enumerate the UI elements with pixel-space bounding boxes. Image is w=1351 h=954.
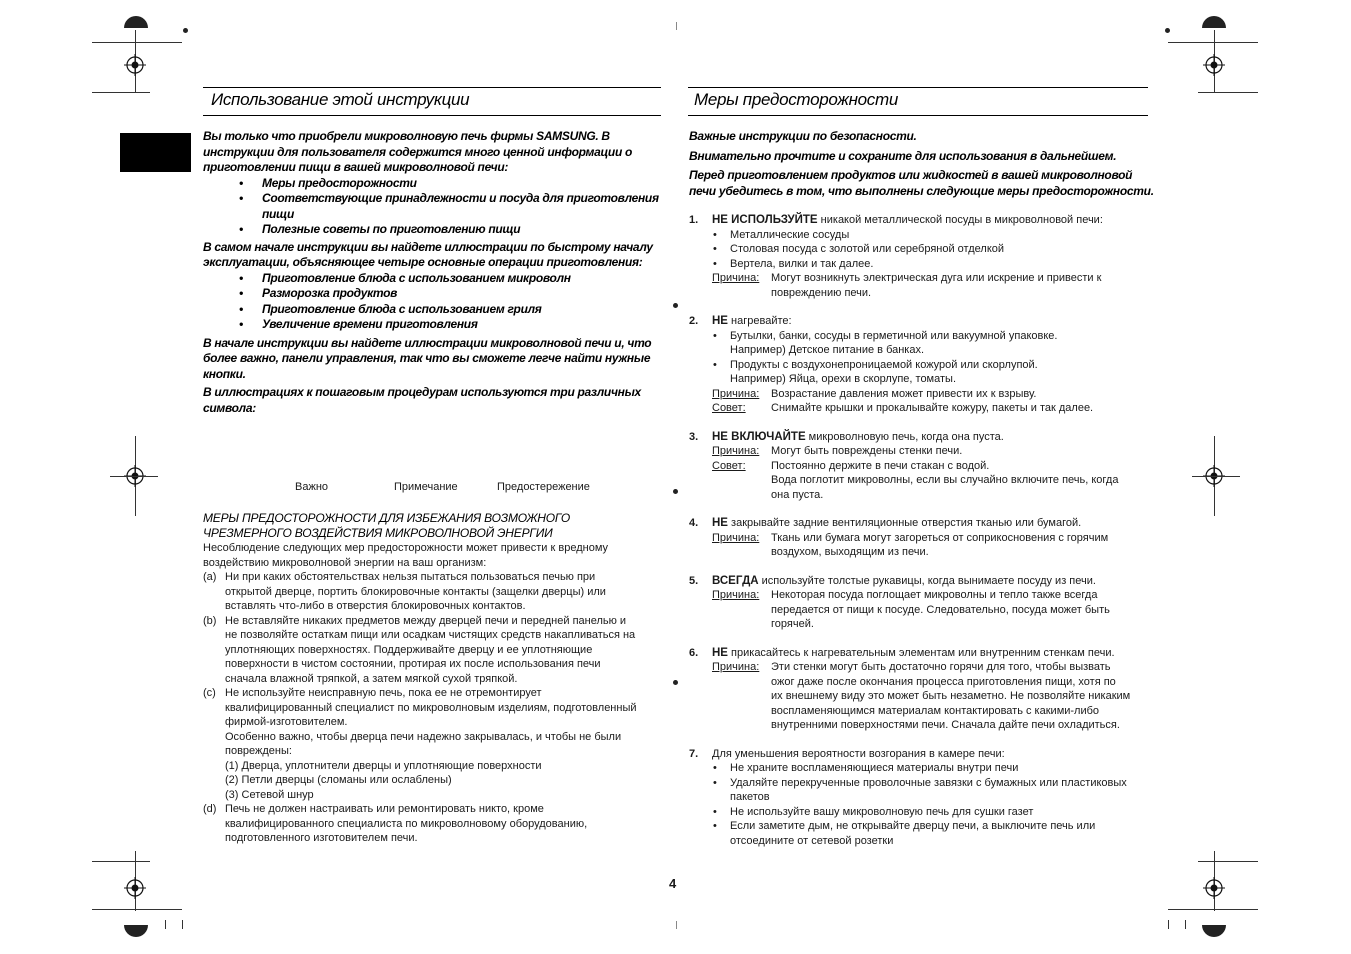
page-title-right: Меры предосторожности <box>694 90 899 109</box>
title-rule <box>688 115 1148 116</box>
list-item: • Не храните воспламеняющиеся материалы внутри печи <box>712 761 1159 776</box>
symbol-label-warning: Предостережение <box>497 481 590 493</box>
quick-start-bullets <box>203 271 673 333</box>
intro-paragraph: Вы только что приобрели микроволновую печь фирмы SAMSUNG. В инструкции для пользователя содержится много ценной информации о приготовлении пищи в вашей микроволновой печи: <box>203 129 633 174</box>
list-item: • Разморозка продуктов <box>203 286 673 302</box>
title-rule <box>203 87 661 88</box>
list-item: (d) Печь не должен настраивать или ремонтировать никто, кроме квалифицированного специалиста по микроволновому оборудованию, подготовленного изготовителем печи. <box>203 803 588 844</box>
title-rule <box>688 87 1148 88</box>
list-item: • Металлические сосуды <box>712 228 1159 243</box>
list-item: • Увеличение времени приготовления <box>203 317 673 333</box>
precautions-section <box>203 511 673 846</box>
precaution-item-6: 6. НЕ прикасайтесь к нагревательным элементам или внутренним стенкам печи. Причина: Эти стенки могут быть достаточно горячи для того, чтобы вызвать ожог даже после окончания процесса приготовления пищи, хотя по их внешнему виду это может быть незаметно. Не позволяйте никаким воспламеняющимся материалам контактировать с какими-либо внутренними поверхностями печи. Сначала дайте печи охладиться. <box>689 646 1131 731</box>
panel-paragraph: В начале инструкции вы найдете иллюстрации микроволновой печи и, что более важно, панели управления, так что вы сможете легче найти нужные кнопки. <box>203 335 652 381</box>
color-fan-mark-icon <box>1199 913 1229 943</box>
before-cooking-heading: Перед приготовлением продуктов или жидкостей в вашей микроволновой печи убедитесь в том, что выполнены следующие меры предосторожности. <box>689 168 1154 198</box>
symbols-paragraph: В иллюстрациях к пошаговым процедурам используются три различных символа: <box>203 385 641 415</box>
precaution-item-7: 7. Для уменьшения вероятности возгорания в камере печи: • Не храните воспламеняющиеся материалы внутри печи • Удаляйте перекрученные проволочные завязки с бумажных или пластиковых пакетов • Не используйте вашу микроволновую печь для сушки газет • Если заметите дым, не открывайте дверцу печи, а выключите печь или отсоедините от сетевой розетки <box>689 747 1159 849</box>
title-rule <box>203 115 661 116</box>
color-fan-mark-icon <box>121 913 151 943</box>
precaution-item-1: 1. НЕ ИСПОЛЬЗУЙТЕ никакой металлической посуды в микроволновой печи: • Металлические сосуды • Столовая посуда с золотой или серебряной отделкой • Вертела, вилки и так далее. Причина: Могут возникнуть электрическая дуга или искрение и привести к повреждению печи. <box>689 213 1159 300</box>
registration-mark-icon <box>1203 877 1225 899</box>
precautions-intro: Несоблюдение следующих мер предосторожности может привести к вредному воздействию микроволновой энергии на ваш организм: <box>203 542 609 569</box>
list-item: • Полезные советы по приготовлению пищи <box>203 222 673 238</box>
list-item: • Приготовление блюда с использованием гриля <box>203 302 673 318</box>
symbol-label-important: Важно <box>295 481 329 493</box>
color-fan-mark-icon <box>1199 10 1229 40</box>
registration-mark-icon <box>1203 54 1225 76</box>
left-column <box>203 129 673 416</box>
list-item: (c) Не используйте неисправную печь, пока ее не отремонтирует квалифицированный специалист по микроволновым изделиям, подготовленный фирмой-изготовителем. Особенно важно, чтобы дверца печи надежно закрывалась, и чтобы не были повреждены: (1) Дверца, уплотнители дверцы и уплотняющие поверхности (2) Петли дверцы (сломаны или ослаблены) (3) Сетевой шнур <box>203 687 637 801</box>
symbol-label-note: Примечание <box>394 481 458 493</box>
precautions-heading: МЕРЫ ПРЕДОСТОРОЖНОСТИ ДЛЯ ИЗБЕЖАНИЯ ВОЗМОЖНОГО ЧРЕЗМЕРНОГО ВОЗДЕЙСТВИЯ МИКРОВОЛНОВОЙ ЭНЕРГИИ <box>203 511 570 540</box>
safety-heading: Важные инструкции по безопасности. <box>689 129 917 143</box>
list-item: • Приготовление блюда с использованием микроволн <box>203 271 673 287</box>
page-number: 4 <box>669 876 677 891</box>
color-fan-mark-icon <box>121 10 151 40</box>
right-column <box>689 129 1159 848</box>
registration-mark-icon <box>124 54 146 76</box>
precaution-item-2: 2. НЕ нагревайте: • Бутылки, банки, сосуды в герметичной или вакуумной упаковке. Например) Детское питание в банках. • Продукты с воздухонепроницаемой кожурой или скорлупой. Например) Яйца, орехи в скорлупе, томаты. Причина: Возрастание давления может привести их к взрыву. Совет: Снимайте крышки и прокалывайте кожуру, пакеты и так далее. <box>689 314 1159 416</box>
list-item: • Вертела, вилки и так далее. <box>712 257 1159 272</box>
list-item: • Не используйте вашу микроволновую печь для сушки газет <box>712 805 1159 820</box>
intro-bullets <box>203 176 673 238</box>
list-item: • Меры предосторожности <box>203 176 673 192</box>
list-item: (b) Не вставляйте никаких предметов между дверцей печи и передней панелью и не позволяйте остаткам пищи или осадкам чистящих средств накапливаться на уплотняющих поверхностях. Поддерживайте дверцу и ее уплотняющие поверхности в чистом состоянии, протирая их после использования печи сначала влажной тряпкой, а затем мягкой сухой тряпкой. <box>203 614 636 685</box>
list-item: • Если заметите дым, не открывайте дверцу печи, а выключите печь или отсоедините от сетевой розетки <box>712 819 1159 848</box>
section-tab-marker <box>120 133 191 172</box>
quick-start-paragraph: В самом начале инструкции вы найдете иллюстрации по быстрому началу эксплуатации, объясняющее четыре основные операции приготовления: <box>203 239 653 269</box>
precaution-item-3: 3. НЕ ВКЛЮЧАЙТЕ микроволновую печь, когда она пуста. Причина: Могут быть повреждены стенки печи. Совет: Постоянно держите в печи стакан с водой. Вода поглотит микроволны, если вы случайно включите печь, когда она пуста. <box>689 430 1119 501</box>
registration-mark-icon <box>124 877 146 899</box>
list-item: • Столовая посуда с золотой или серебряной отделкой <box>712 242 1159 257</box>
precaution-item-5: 5. ВСЕГДА используйте толстые рукавицы, когда вынимаете посуду из печи. Причина: Некоторая посуда поглощает микроволны и тепло также всегда передается от пищи к посуде. Следовательно, посуда может быть горячей. <box>689 574 1110 630</box>
list-item: • Продукты с воздухонепроницаемой кожурой или скорлупой. Например) Яйца, орехи в скорлупе, томаты. <box>712 358 1159 387</box>
precautions-list <box>203 570 673 846</box>
read-and-keep-heading: Внимательно прочтите и сохраните для использования в дальнейшем. <box>689 148 1117 163</box>
list-item: (a) Ни при каких обстоятельствах нельзя пытаться пользоваться печью при открытой дверце, портить блокировочные контакты (защелки дверцы) или вставлять что-либо в отверстия блокировочных контактов. <box>203 571 606 612</box>
list-item: • Удаляйте перекрученные проволочные завязки с бумажных или пластиковых пакетов <box>712 776 1159 805</box>
list-item: • Соответствующие принадлежности и посуда для приготовления пищи <box>203 191 673 222</box>
list-item: • Бутылки, банки, сосуды в герметичной или вакуумной упаковке. Например) Детское питание в банках. <box>712 329 1159 358</box>
precaution-item-4: 4. НЕ закрывайте задние вентиляционные отверстия тканью или бумагой. Причина: Ткань или бумага могут загореться от соприкосновения с горячим воздухом, выходящим из печи. <box>689 517 1109 558</box>
page-title-left: Использование этой инструкции <box>211 90 470 109</box>
